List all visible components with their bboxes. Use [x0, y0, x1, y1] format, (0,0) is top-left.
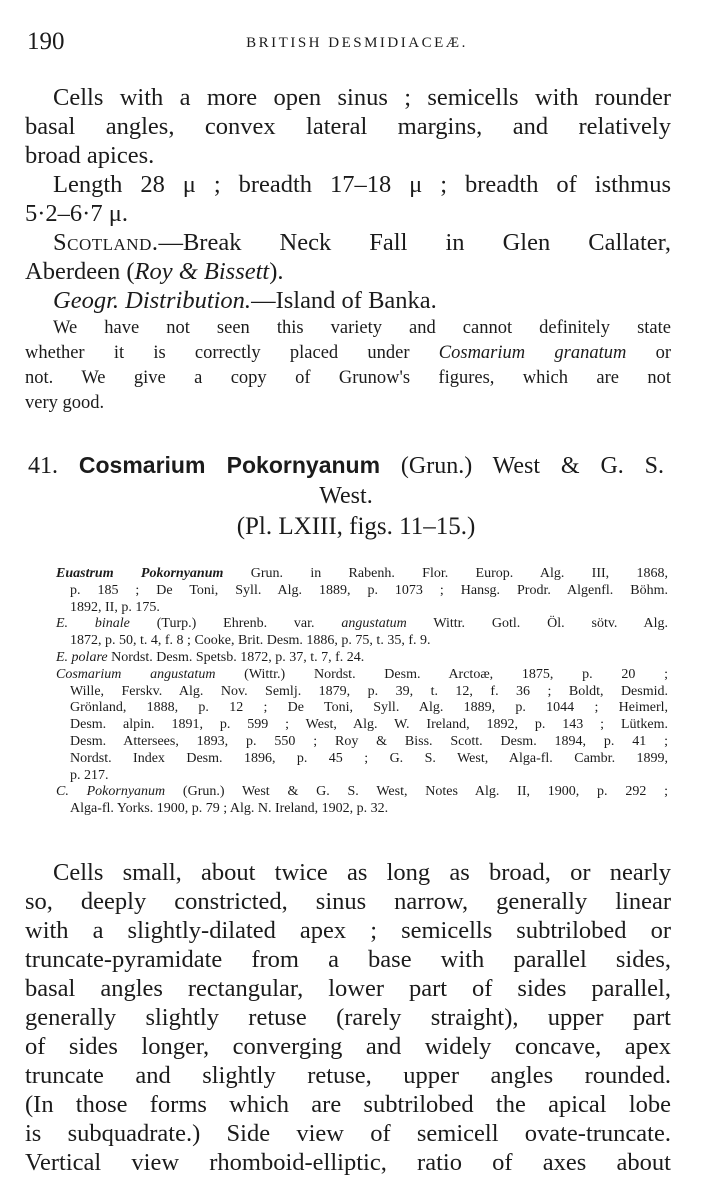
species-heading-line [28, 450, 664, 481]
note-prefix: whether it is correctly placed under [25, 343, 439, 363]
note-suffix: or [626, 343, 671, 363]
synonym-citation: Grönland, 1888, p. 12 ; De Toni, Syll. Alg. 1889, p. 1044 ; Heimerl, [70, 700, 668, 716]
synonym-citation: Desm. alpin. 1891, p. 599 ; West, Alg. W. Ireland, 1892, p. 143 ; Lütkem. [70, 717, 668, 733]
synonym-citation: Alga-fl. Yorks. 1900, p. 79 ; Alg. N. Ireland, 1902, p. 32. [70, 801, 389, 817]
synonym-citation: (Wittr.) Nordst. Desm. Arctoæ, 1875, p. 20 ; [215, 666, 669, 682]
description-line: basal angles rectangular, lower part of sides parallel, [25, 975, 671, 1002]
synonym-citation: 1892, II, p. 175. [70, 599, 160, 615]
synonym-citation: (Grun.) West & G. S. West, Notes Alg. II, 1900, p. 292 ; [165, 784, 668, 800]
synonymy-line [56, 751, 668, 768]
species-description [25, 858, 671, 1177]
synonymy-line [56, 616, 668, 633]
description-line: truncate and slightly retuse, upper angles rounded. [25, 1062, 671, 1089]
synonym-citation: Wittr. Gotl. Öl. sötv. Alg. [406, 616, 668, 632]
plate-reference: (Pl. LXIII, figs. 11–15.) [236, 513, 476, 540]
synonym-name: E. binale [56, 616, 130, 632]
synonym-citation: Grun. in Rabenh. Flor. Europ. Alg. III, 1868, [223, 566, 668, 581]
species-authority-continued: West. [319, 483, 373, 509]
collectors: Roy & Bissett [134, 258, 270, 285]
description-line: with a slightly-dilated apex ; semicells subtrilobed or [25, 917, 671, 944]
synonymy-line [56, 583, 668, 600]
synonym-citation: p. 217. [70, 767, 109, 783]
locality-label: Scotland. [53, 229, 159, 256]
synonym-citation: p. 185 ; De Toni, Syll. Alg. 1889, p. 1073 ; Hansg. Prodr. Algenfl. Böhm. [70, 582, 668, 598]
synonymy-line [56, 734, 668, 751]
synonymy-line [56, 566, 668, 583]
distribution-line [25, 286, 671, 315]
page-number: 190 [27, 28, 65, 55]
text-line: Cells with a more open sinus ; semicells with rounder [53, 84, 671, 111]
synonym-citation: Nordst. Index Desm. 1896, p. 45 ; G. S. West, Alga-fl. Cambr. 1899, [70, 750, 668, 766]
measurements-line: Length 28 μ ; breadth 17–18 μ ; breadth of isthmus [53, 171, 671, 198]
species-name: Cosmarium Pokornyanum [78, 452, 381, 478]
species-heading [28, 450, 664, 511]
note-paragraph [25, 316, 671, 416]
synonym-name: Cosmarium angustatum [56, 666, 216, 682]
synonym-citation: Nordst. Desm. Spetsb. 1872, p. 37, t. 7, f. 24. [107, 649, 365, 665]
synonymy-line [56, 650, 668, 667]
distribution-label: Geogr. Distribution. [53, 287, 252, 314]
locality-line [25, 257, 671, 286]
description-line: so, deeply constricted, sinus narrow, generally linear [25, 888, 671, 915]
description-line: (In those forms which are subtrilobed the apical lobe [25, 1091, 671, 1118]
synonymy-line [56, 700, 668, 717]
species-number: 41. [28, 453, 58, 479]
locality-text: —Break Neck Fall in Glen Callater, [158, 229, 671, 256]
taxon-name: Cosmarium granatum [438, 343, 627, 363]
variety-name: angustatum [341, 616, 407, 632]
running-head: BRITISH DESMIDIACEÆ. [246, 35, 468, 51]
description-line: is subquadrate.) Side view of semicell ovate-truncate. [25, 1120, 671, 1147]
synonym-citation: (Turp.) Ehrenb. var. [129, 616, 342, 632]
synonym-name: Euastrum Pokornyanum [56, 566, 224, 581]
note-line: We have not seen this variety and cannot definitely state [53, 318, 671, 338]
description-line: generally slightly retuse (rarely straight), upper part [25, 1004, 671, 1031]
synonym-name: C. Pokornyanum [56, 784, 166, 800]
synonymy-line [56, 600, 668, 617]
note-line: very good. [25, 393, 105, 413]
synonym-name: E. polare [56, 649, 108, 665]
description-line: of sides longer, converging and widely concave, apex [25, 1033, 671, 1060]
locality-line [25, 228, 671, 257]
synonymy-line [56, 684, 668, 701]
measurements-line: 5·2–6·7 μ. [25, 200, 128, 227]
synonymy-line [56, 667, 668, 684]
synonymy-line [56, 801, 668, 818]
synonymy-line [56, 784, 668, 801]
synonym-citation: 1872, p. 50, t. 4, f. 8 ; Cooke, Brit. Desm. 1886, p. 75, t. 35, f. 9. [70, 633, 431, 649]
text-line: basal angles, convex lateral margins, and relatively [25, 113, 671, 140]
page-header [27, 26, 687, 62]
text-line: broad apices. [25, 142, 155, 169]
description-line: Vertical view rhomboid-elliptic, ratio of axes about [25, 1149, 671, 1176]
synonymy-line [56, 717, 668, 734]
description-line: truncate-pyramidate from a base with parallel sides, [25, 946, 671, 973]
synonymy-list [56, 566, 668, 818]
locality-prefix: Aberdeen ( [25, 258, 135, 285]
description-line: Cells small, about twice as long as broad, or nearly [53, 859, 671, 886]
locality-suffix: ). [269, 258, 284, 285]
synonym-citation: Desm. Attersees, 1893, p. 550 ; Roy & Biss. Scott. Desm. 1894, p. 41 ; [70, 733, 668, 749]
variety-description [25, 83, 671, 315]
synonymy-line [56, 633, 668, 650]
distribution-text: —Island of Banka. [251, 287, 437, 314]
note-line [25, 341, 671, 366]
synonym-citation: Wille, Ferskv. Alg. Nov. Semlj. 1879, p. 39, t. 12, f. 36 ; Boldt, Desmid. [70, 683, 668, 699]
species-authority: (Grun.) West & G. S. [400, 453, 664, 479]
note-line: not. We give a copy of Grunow's figures, which are not [25, 368, 671, 388]
synonymy-line [56, 768, 668, 785]
